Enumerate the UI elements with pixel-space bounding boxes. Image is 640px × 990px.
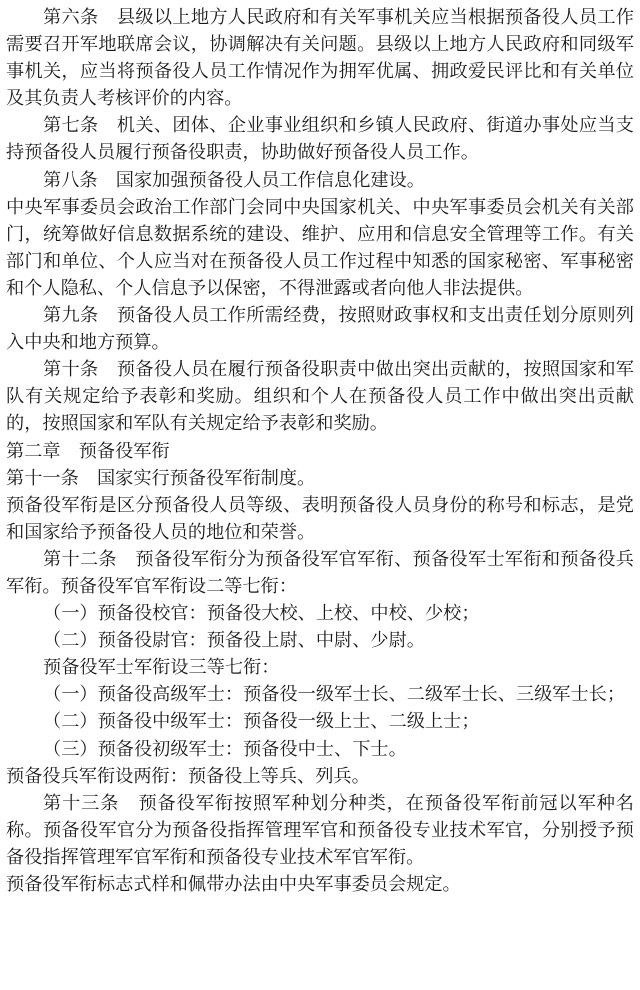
article-8: 第八条 国家加强预备役人员工作信息化建设。 <box>43 169 425 191</box>
article-12-item-nco-3: （三）预备役初级军士：预备役中士、下士。 <box>43 738 407 760</box>
article-12-item-nco-2: （二）预备役中级军士：预备役一级上士、二级上士； <box>43 711 480 733</box>
article-11-paragraph-2: 预备役军衔是区分预备役人员等级、表明预备役人员身份的称号和标志，是党和国家给予预备役人员的地位和荣誉。 <box>6 494 634 543</box>
article-8-paragraph-2: 中央军事委员会政治工作部门会同中央国家机关、中央军事委员会机关有关部门，统筹做好信息数据系统的建设、维护、应用和信息安全管理等工作。有关部门和单位、个人应当对在预备役人员工作过程中知悉的国家秘密、军事秘密和个人隐私、个人信息予以保密，不得泄露或者向他人非法提供。 <box>6 196 634 299</box>
article-12-item-officer-2: （二）预备役尉官：预备役上尉、中尉、少尉。 <box>43 630 425 652</box>
article-12-item-officer-1: （一）预备役校官：预备役大校、上校、中校、少校； <box>43 603 480 625</box>
article-10: 第十条 预备役人员在履行预备役职责中做出突出贡献的，按照国家和军队有关规定给予表彰和奖励。组织和个人在预备役人员工作中做出突出贡献的，按照国家和军队有关规定给予表彰和奖励。 <box>6 359 634 435</box>
article-9: 第九条 预备役人员工作所需经费，按照财政事权和支出责任划分原则列入中央和地方预算。 <box>6 305 634 354</box>
article-12-item-nco-1: （一）预备役高级军士：预备役一级军士长、二级军士长、三级军士长； <box>43 684 626 706</box>
article-12: 第十二条 预备役军衔分为预备役军官军衔、预备役军士军衔和预备役兵军衔。预备役军官军衔设二等七衔： <box>6 548 634 597</box>
article-12-enlisted: 预备役兵军衔设两衔：预备役上等兵、列兵。 <box>6 765 370 787</box>
article-13-paragraph-2: 预备役军衔标志式样和佩带办法由中央军事委员会规定。 <box>6 874 461 895</box>
article-12-nco-intro: 预备役军士军衔设三等七衔： <box>43 657 280 679</box>
article-6: 第六条 县级以上地方人民政府和有关军事机关应当根据预备役人员工作需要召开军地联席会议，协调解决有关问题。县级以上地方人民政府和同级军事机关，应当将预备役人员工作情况作为拥军优属、拥政爱民评比和有关单位及其负责人考核评价的内容。 <box>6 7 634 110</box>
article-7: 第七条 机关、团体、企业事业组织和乡镇人民政府、街道办事处应当支持预备役人员履行预备役职责，协助做好预备役人员工作。 <box>6 115 634 164</box>
article-11: 第十一条 国家实行预备役军衔制度。 <box>6 467 316 489</box>
article-13: 第十三条 预备役军衔按照军种划分种类，在预备役军衔前冠以军种名称。预备役军官分为预备役指挥管理军官和预备役专业技术军官，分别授予预备役指挥管理军官军衔和预备役专业技术军官军衔。 <box>6 792 634 868</box>
chapter-2-heading: 第二章 预备役军衔 <box>6 440 170 462</box>
